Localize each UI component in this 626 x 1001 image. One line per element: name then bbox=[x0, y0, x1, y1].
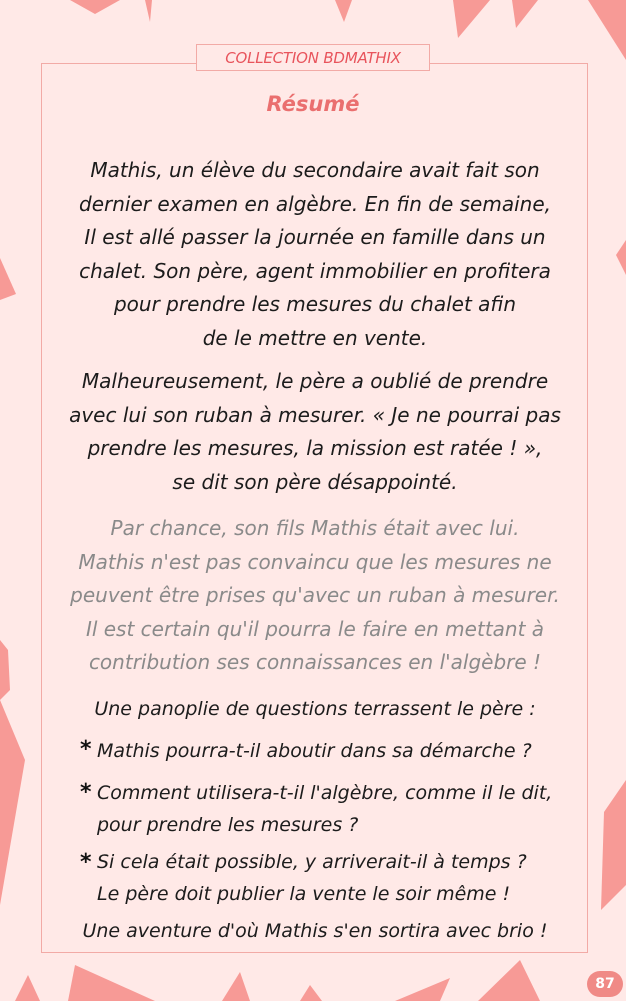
paragraph-line: se dit son père désappointé. bbox=[172, 469, 458, 494]
question-line: Si cela était possible, y arriverait-il à temps ? bbox=[97, 851, 527, 873]
question-line: Mathis pourra-t-il aboutir dans sa démarche ? bbox=[97, 740, 532, 762]
paragraph-line: prendre les mesures, la mission est ratée ! », bbox=[87, 436, 543, 460]
paragraph-line: dernier examen en algèbre. En fin de semaine, bbox=[79, 191, 551, 216]
questions-intro: Une panoplie de questions terrassent le père : bbox=[94, 698, 536, 720]
paragraph-line: pour prendre les mesures du chalet afin bbox=[113, 292, 517, 316]
paragraph-line: contribution ses connaissances en l'algèbre ! bbox=[88, 650, 542, 674]
paragraph-line: de le mettre en vente. bbox=[202, 325, 428, 350]
paragraph-line: Mathis n'est pas convaincu que les mesures ne bbox=[78, 549, 552, 574]
question-item bbox=[97, 777, 552, 841]
paragraph-line: Malheureusement, le père a oublié de prendre bbox=[81, 369, 549, 393]
paragraph-line: Il est certain qu'il pourra le faire en mettant à bbox=[85, 616, 545, 641]
question-item bbox=[97, 846, 527, 910]
question-line: pour prendre les mesures ? bbox=[97, 814, 359, 836]
bullet-star-icon: * bbox=[80, 850, 92, 875]
collection-label: COLLECTION BDMATHIX bbox=[196, 44, 430, 71]
question-line: Le père doit publier la vente le soir même ! bbox=[97, 883, 511, 905]
page-number-badge: 87 bbox=[587, 971, 623, 997]
paragraph-line: Il est allé passer la journée en famille dans un bbox=[84, 225, 546, 249]
paragraph-line: Par chance, son fils Mathis était avec lui. bbox=[110, 516, 520, 540]
paragraph-chance bbox=[45, 512, 585, 680]
bullet-star-icon: * bbox=[80, 737, 92, 762]
bullet-star-icon: * bbox=[80, 780, 92, 805]
summary-title: Résumé bbox=[266, 92, 360, 116]
paragraph-problem bbox=[45, 365, 585, 499]
paragraph-line: Mathis, un élève du secondaire avait fait son bbox=[90, 158, 540, 182]
closing-line: Une aventure d'où Mathis s'en sortira avec brio ! bbox=[82, 920, 548, 942]
question-item bbox=[97, 735, 532, 767]
paragraph-intro bbox=[45, 154, 585, 355]
paragraph-line: peuvent être prises qu'avec un ruban à mesurer. bbox=[70, 583, 560, 607]
question-line: Comment utilisera-t-il l'algèbre, comme il le dit, bbox=[97, 782, 553, 804]
paragraph-line: avec lui son ruban à mesurer. « Je ne pourrai pas bbox=[69, 402, 561, 427]
paragraph-line: chalet. Son père, agent immobilier en profitera bbox=[79, 258, 551, 283]
